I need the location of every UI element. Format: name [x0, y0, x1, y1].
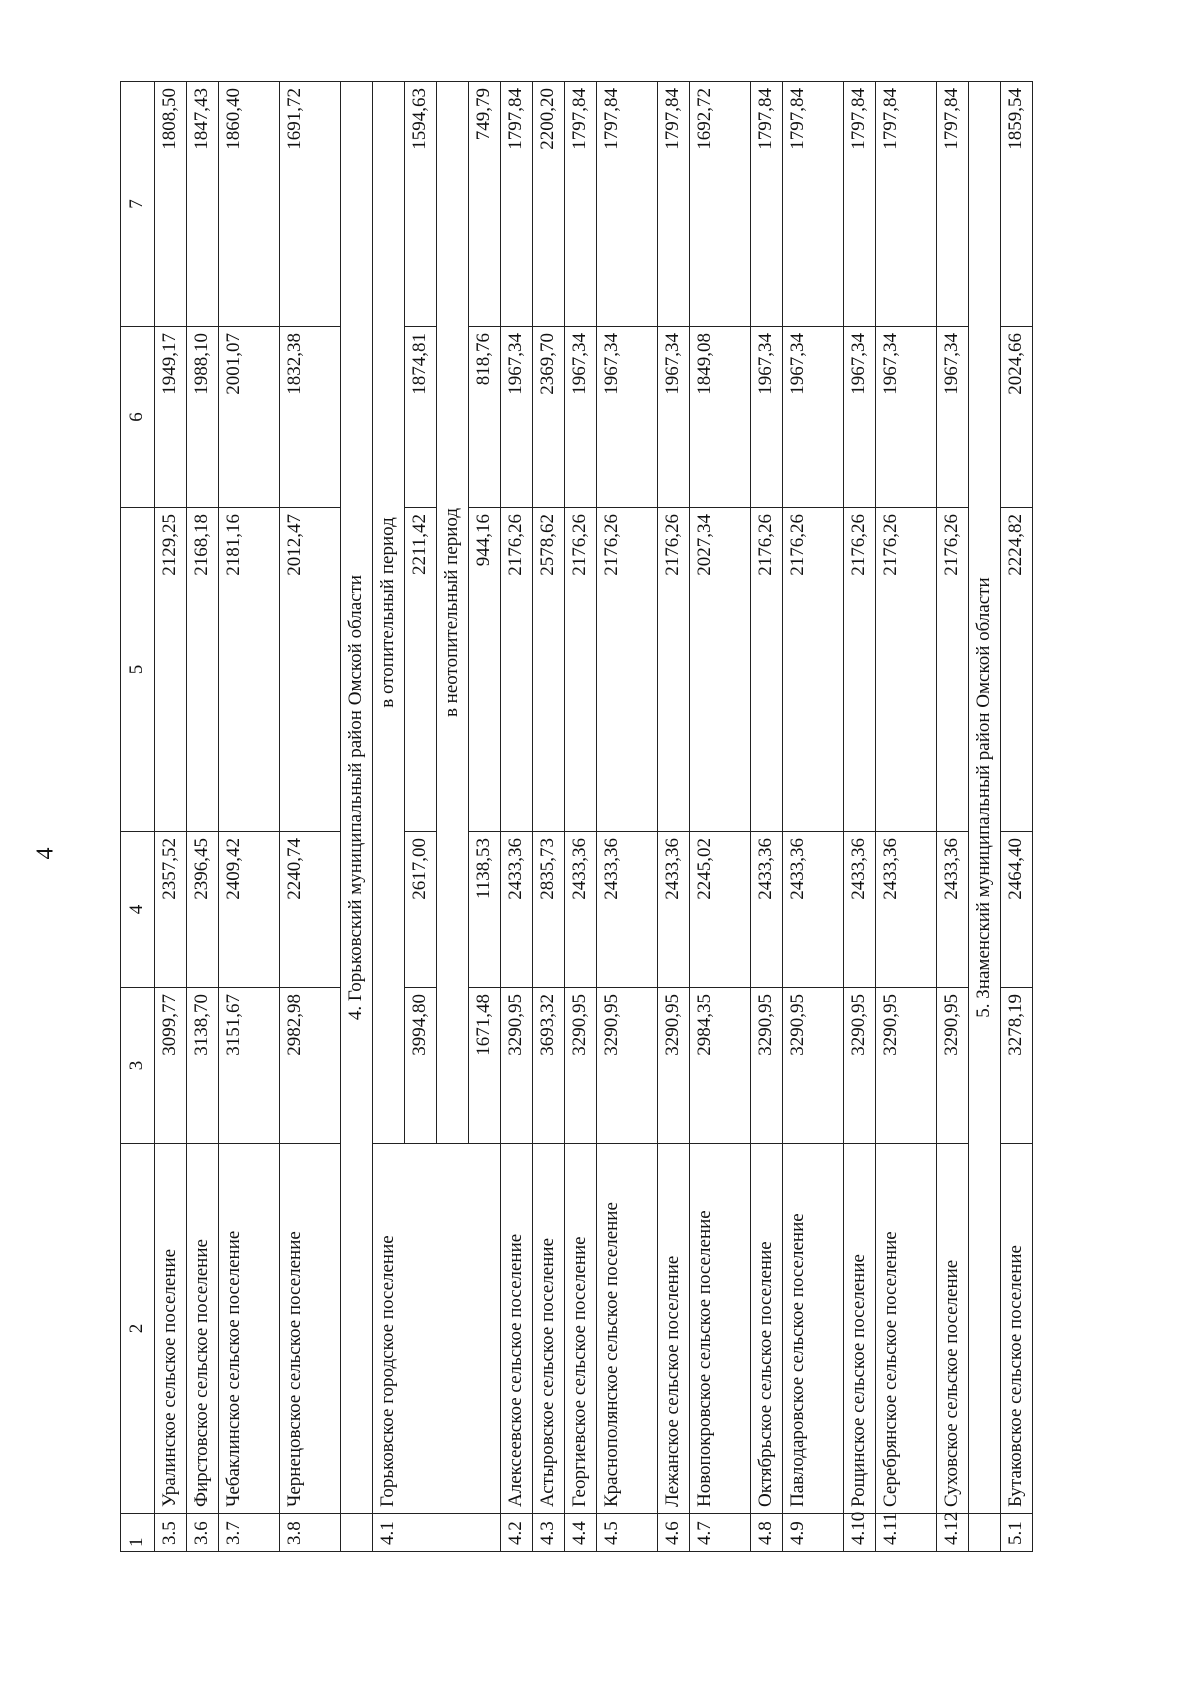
section-row: [969, 82, 1001, 1552]
row-index: 4.10: [844, 1514, 876, 1552]
value-cell: 3099,77: [155, 988, 187, 1144]
settlement-name: Чебаклинское сельское поселение: [219, 1144, 280, 1514]
value-cell: 3290,95: [501, 988, 533, 1144]
value-cell: 3290,95: [597, 988, 658, 1144]
value-cell: 2012,47: [280, 508, 341, 832]
value-cell: 1797,84: [844, 82, 876, 327]
value-cell: 2369,70: [533, 327, 565, 508]
table-row: [187, 82, 219, 1552]
settlement-name: Фирстовское сельское поселение: [187, 1144, 219, 1514]
value-cell: 1797,84: [751, 82, 783, 327]
period-label: в отопительный период: [373, 82, 405, 1144]
value-cell: 2433,36: [658, 832, 690, 988]
header-cell: 7: [121, 82, 155, 327]
settlement-name: Октябрьское сельское поселение: [751, 1144, 783, 1514]
value-cell: 1967,34: [876, 327, 937, 508]
table-row: [565, 82, 597, 1552]
section-row: [341, 82, 373, 1552]
value-cell: 1797,84: [501, 82, 533, 327]
value-cell: 1967,34: [937, 327, 969, 508]
value-cell: 2176,26: [937, 508, 969, 832]
value-cell: 2245,02: [690, 832, 751, 988]
row-index: 5.1: [1001, 1514, 1033, 1552]
value-cell: 2240,74: [280, 832, 341, 988]
row-index: 3.8: [280, 1514, 341, 1552]
value-cell: 2433,36: [844, 832, 876, 988]
value-cell: 749,79: [469, 82, 501, 327]
value-cell: 3290,95: [937, 988, 969, 1144]
value-cell: 2464,40: [1001, 832, 1033, 988]
value-cell: 1967,34: [597, 327, 658, 508]
value-cell: 1967,34: [751, 327, 783, 508]
value-cell: 2168,18: [187, 508, 219, 832]
value-cell: 1967,34: [501, 327, 533, 508]
value-cell: 2433,36: [501, 832, 533, 988]
table-body: [121, 82, 1033, 1552]
value-cell: 1860,40: [219, 82, 280, 327]
row-index: 4.1: [373, 1514, 501, 1552]
settlement-name: Алексеевское сельское поселение: [501, 1144, 533, 1514]
value-cell: 2024,66: [1001, 327, 1033, 508]
value-cell: 2982,98: [280, 988, 341, 1144]
value-cell: 1874,81: [405, 327, 437, 508]
header-cell: 1: [121, 1514, 155, 1552]
value-cell: 1808,50: [155, 82, 187, 327]
table-row: [844, 82, 876, 1552]
value-cell: 1671,48: [469, 988, 501, 1144]
value-cell: 1691,72: [280, 82, 341, 327]
value-cell: 1988,10: [187, 327, 219, 508]
value-cell: 2211,42: [405, 508, 437, 832]
value-cell: 1949,17: [155, 327, 187, 508]
value-cell: 1797,84: [565, 82, 597, 327]
table-row: [1001, 82, 1033, 1552]
value-cell: 2176,26: [501, 508, 533, 832]
row-index: 4.6: [658, 1514, 690, 1552]
tariff-table: [120, 81, 1033, 1552]
table-row: [597, 82, 658, 1552]
value-cell: 2835,73: [533, 832, 565, 988]
value-cell: 2433,36: [751, 832, 783, 988]
value-cell: 3290,95: [565, 988, 597, 1144]
value-cell: 1967,34: [844, 327, 876, 508]
value-cell: 2357,52: [155, 832, 187, 988]
table-row: [937, 82, 969, 1552]
value-cell: 2409,42: [219, 832, 280, 988]
value-cell: 1832,38: [280, 327, 341, 508]
value-cell: 2433,36: [597, 832, 658, 988]
settlement-name: Павлодаровское сельское поселение: [783, 1144, 844, 1514]
table-row: [219, 82, 280, 1552]
value-cell: 1594,63: [405, 82, 437, 327]
value-cell: 1797,84: [597, 82, 658, 327]
table-row: [751, 82, 783, 1552]
value-cell: 2176,26: [783, 508, 844, 832]
page-number: 4: [32, 847, 59, 860]
table-row: [533, 82, 565, 1552]
settlement-name: Астыровское сельское поселение: [533, 1144, 565, 1514]
row-index: 3.7: [219, 1514, 280, 1552]
row-index: 4.4: [565, 1514, 597, 1552]
value-cell: 1847,43: [187, 82, 219, 327]
section-title: 5. Знаменский муниципальный район Омской области: [969, 82, 1001, 1514]
value-cell: 2396,45: [187, 832, 219, 988]
value-cell: 3290,95: [876, 988, 937, 1144]
value-cell: 2224,82: [1001, 508, 1033, 832]
value-cell: 3151,67: [219, 988, 280, 1144]
value-cell: 2181,16: [219, 508, 280, 832]
value-cell: 1967,34: [783, 327, 844, 508]
period-label: в неотопительный период: [437, 82, 469, 1144]
row-index: 4.11: [876, 1514, 937, 1552]
table-row: [280, 82, 341, 1552]
value-cell: 2984,35: [690, 988, 751, 1144]
table-row: [690, 82, 751, 1552]
settlement-name: Суховское сельское поселение: [937, 1144, 969, 1514]
value-cell: 2433,36: [876, 832, 937, 988]
value-cell: 2433,36: [783, 832, 844, 988]
value-cell: 3138,70: [187, 988, 219, 1144]
header-cell: 5: [121, 508, 155, 832]
value-cell: 944,16: [469, 508, 501, 832]
table-header-row: [121, 82, 155, 1552]
section-title: 4. Горьковский муниципальный район Омской области: [341, 82, 373, 1514]
value-cell: 2176,26: [597, 508, 658, 832]
period-subheader-row: [373, 82, 405, 1552]
header-cell: 6: [121, 327, 155, 508]
value-cell: 3290,95: [751, 988, 783, 1144]
table-row: [155, 82, 187, 1552]
section-index-cell: [969, 1514, 1001, 1552]
row-index: 4.9: [783, 1514, 844, 1552]
value-cell: 2027,34: [690, 508, 751, 832]
value-cell: 818,76: [469, 327, 501, 508]
section-index-cell: [341, 1514, 373, 1552]
settlement-name: Чернецовское сельское поселение: [280, 1144, 341, 1514]
settlement-name: Новопокровское сельское поселение: [690, 1144, 751, 1514]
settlement-name: Горьковское городское поселение: [373, 1144, 501, 1514]
settlement-name: Георгиевское сельское поселение: [565, 1144, 597, 1514]
value-cell: 1797,84: [658, 82, 690, 327]
table-row: [501, 82, 533, 1552]
settlement-name: Серебрянское сельское поселение: [876, 1144, 937, 1514]
value-cell: 2176,26: [751, 508, 783, 832]
value-cell: 3290,95: [658, 988, 690, 1144]
value-cell: 1859,54: [1001, 82, 1033, 327]
row-index: 4.12: [937, 1514, 969, 1552]
value-cell: 3278,19: [1001, 988, 1033, 1144]
rotated-table-container: [120, 82, 1070, 1552]
header-cell: 4: [121, 832, 155, 988]
table-row: [658, 82, 690, 1552]
value-cell: 1849,08: [690, 327, 751, 508]
value-cell: 1967,34: [658, 327, 690, 508]
row-index: 3.6: [187, 1514, 219, 1552]
value-cell: 3290,95: [783, 988, 844, 1144]
value-cell: 2176,26: [658, 508, 690, 832]
value-cell: 2176,26: [565, 508, 597, 832]
header-cell: 3: [121, 988, 155, 1144]
value-cell: 1692,72: [690, 82, 751, 327]
value-cell: 2176,26: [876, 508, 937, 832]
table-row: [876, 82, 937, 1552]
value-cell: 1797,84: [876, 82, 937, 327]
value-cell: 1138,53: [469, 832, 501, 988]
value-cell: 3290,95: [844, 988, 876, 1144]
value-cell: 2129,25: [155, 508, 187, 832]
row-index: 3.5: [155, 1514, 187, 1552]
value-cell: 1797,84: [937, 82, 969, 327]
header-cell: 2: [121, 1144, 155, 1514]
row-index: 4.3: [533, 1514, 565, 1552]
value-cell: 2617,00: [405, 832, 437, 988]
value-cell: 2433,36: [937, 832, 969, 988]
settlement-name: Уралинское сельское поселение: [155, 1144, 187, 1514]
settlement-name: Бутаковское сельское поселение: [1001, 1144, 1033, 1514]
value-cell: 3994,80: [405, 988, 437, 1144]
value-cell: 2200,20: [533, 82, 565, 327]
row-index: 4.7: [690, 1514, 751, 1552]
settlement-name: Краснополянское сельское поселение: [597, 1144, 658, 1514]
value-cell: 2433,36: [565, 832, 597, 988]
value-cell: 2001,07: [219, 327, 280, 508]
value-cell: 1797,84: [783, 82, 844, 327]
settlement-name: Лежанское сельское поселение: [658, 1144, 690, 1514]
row-index: 4.5: [597, 1514, 658, 1552]
value-cell: 3693,32: [533, 988, 565, 1144]
table-row: [783, 82, 844, 1552]
row-index: 4.8: [751, 1514, 783, 1552]
value-cell: 1967,34: [565, 327, 597, 508]
settlement-name: Рощинское сельское поселение: [844, 1144, 876, 1514]
value-cell: 2578,62: [533, 508, 565, 832]
row-index: 4.2: [501, 1514, 533, 1552]
value-cell: 2176,26: [844, 508, 876, 832]
